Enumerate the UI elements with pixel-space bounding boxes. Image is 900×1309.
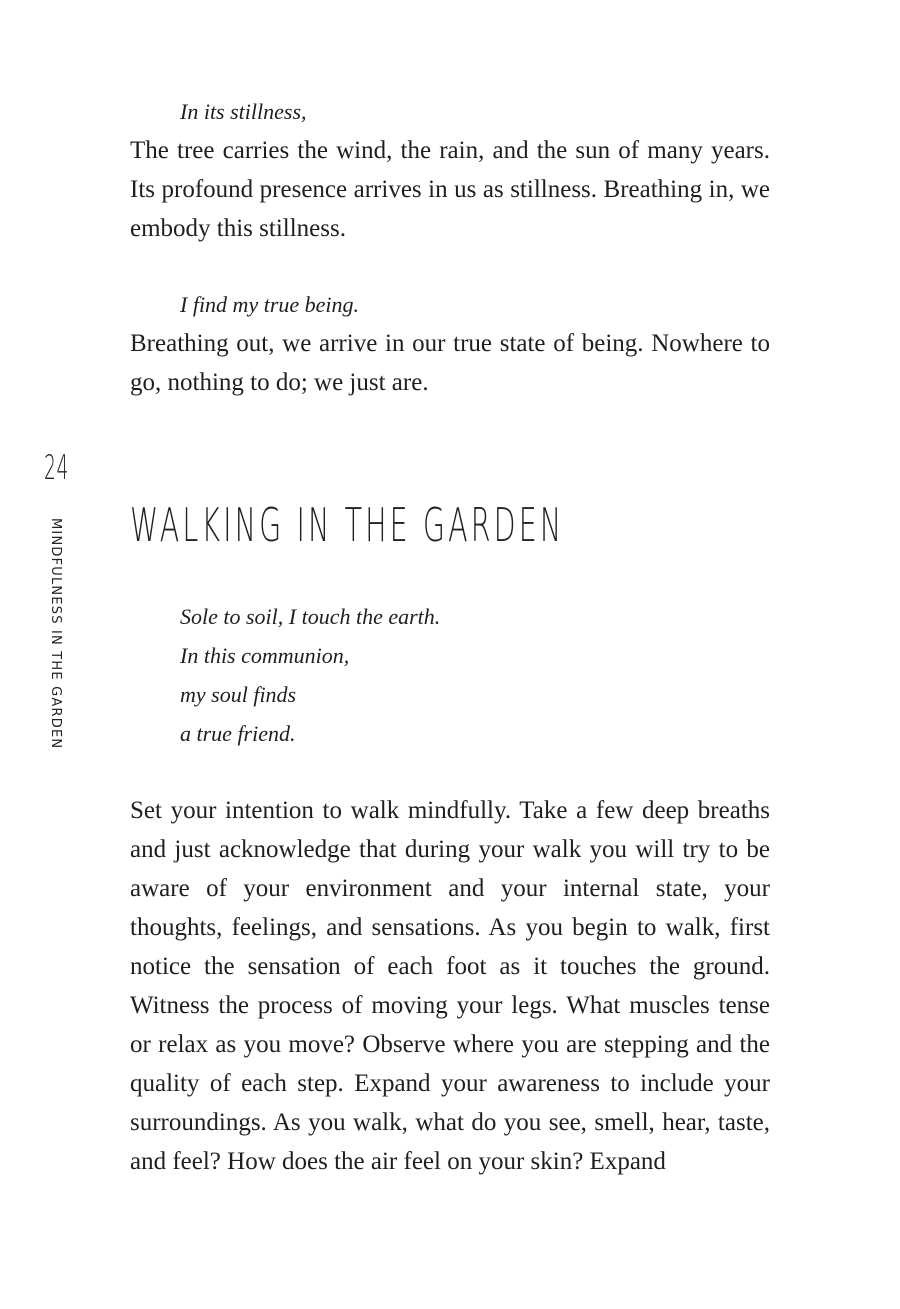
intro-paragraph-2: Breathing out, we arrive in our true state of being. Nowhere to go, nothing to do; we just are. <box>130 330 770 396</box>
page-number: 24 <box>44 448 69 488</box>
poem-line: Sole to soil, I touch the earth. <box>180 604 441 629</box>
intro-stanza-2 <box>130 285 770 402</box>
section-poem <box>130 597 770 753</box>
intro-paragraph-1: The tree carries the wind, the rain, and the sun of many years. Its profound presence arrives in us as stillness. Breathing in, we embody this stillness. <box>130 137 770 242</box>
poem-line: In this communion, <box>180 643 350 668</box>
running-head: MINDFULNESS IN THE GARDEN <box>48 518 63 750</box>
section-body <box>130 791 770 1181</box>
verse-line: In its stillness, <box>180 99 307 124</box>
intro-stanza-1 <box>130 92 770 248</box>
body-paragraph: Set your intention to walk mindfully. Take a few deep breaths and just acknowledge that during your walk you will try to be aware of your environment and your internal state, your thoughts, feelings, and sensations. As you begin to walk, first notice the sensation of each foot as it touches the ground. Witness the process of moving your legs. What muscles tense or relax as you move? Observe where you are stepping and the quality of each step. Expand your awareness to include your surroundings. As you walk, what do you see, smell, hear, taste, and feel? How does the air feel on your skin? Expand <box>130 797 770 1175</box>
poem-line: a true friend. <box>180 721 296 746</box>
section-heading: WALKING IN THE GARDEN <box>130 498 565 552</box>
poem-line: my soul finds <box>180 682 297 707</box>
verse-line: I find my true being. <box>180 292 360 317</box>
